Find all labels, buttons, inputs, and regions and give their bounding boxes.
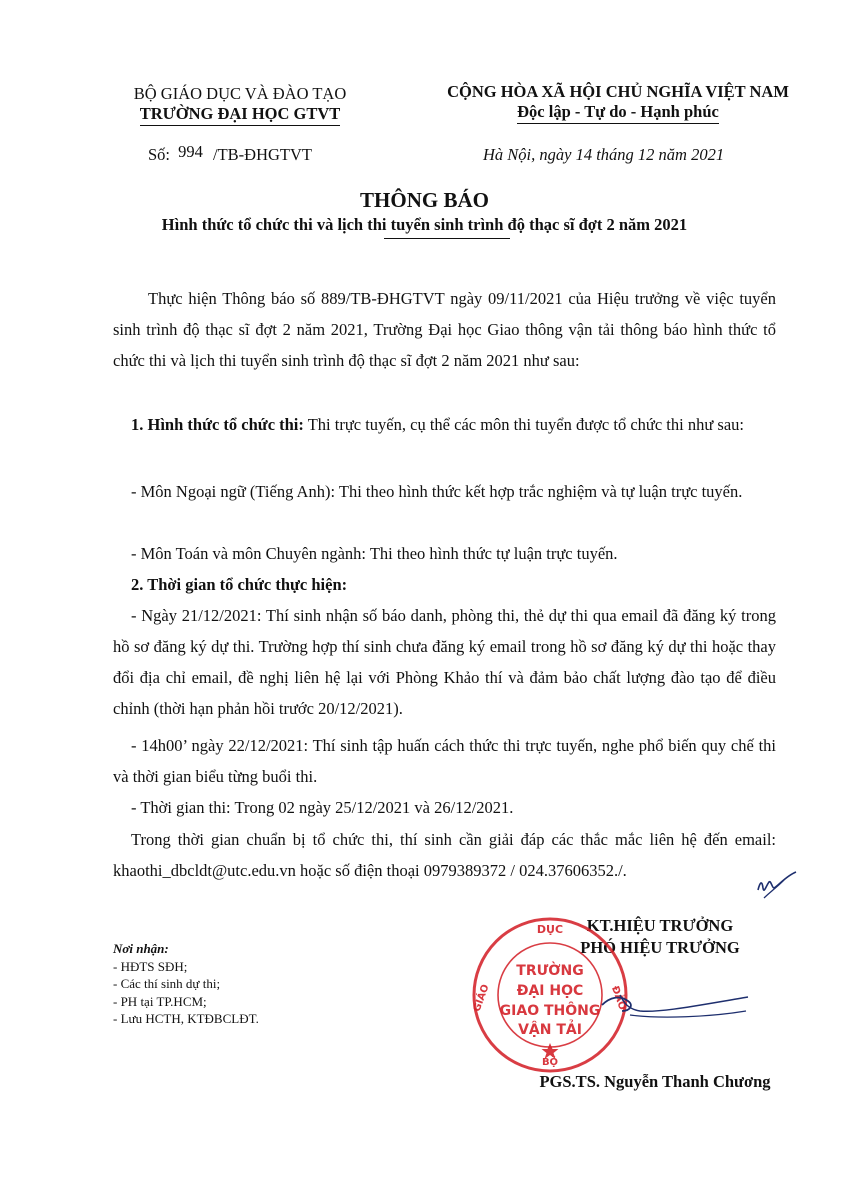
- recipient-item: - Lưu HCTH, KTĐBCLĐT.: [113, 1011, 259, 1026]
- section-1-item-1: - Môn Ngoại ngữ (Tiếng Anh): Thi theo hình thức kết hợp trắc nghiệm và tự luận trực tuyến.: [131, 482, 743, 501]
- section-2-item-1: - Ngày 21/12/2021: Thí sinh nhận số báo danh, phòng thi, thẻ dự thi qua email đã đăng ký trong hồ sơ đăng ký dự thi. Trường hợp thí sinh chưa đăng ký email trong hồ sơ đăng ký dự thi hoặc thay đổi địa chỉ email, đề nghị liên hệ lại với Phòng Khảo thí và đảm bảo chất lượng đào tạo để điều chỉnh (thời hạn phản hồi trước 20/12/2021).: [113, 606, 776, 718]
- national-heading: [418, 82, 818, 124]
- recipient-item: - PH tại TP.HCM;: [113, 993, 207, 1009]
- seal-line-3: GIAO THÔNG: [499, 1003, 601, 1019]
- document-title: THÔNG BÁO: [360, 188, 489, 212]
- recipient-item: - HĐTS SĐH;: [113, 958, 188, 974]
- seal-line-1: TRƯỜNG: [516, 963, 584, 979]
- subtitle-underline: [384, 238, 510, 239]
- section-2-item-3: - Thời gian thi: Trong 02 ngày 25/12/2021 và 26/12/2021.: [131, 798, 514, 817]
- place-date: Hà Nội, ngày 14 tháng 12 năm 2021: [483, 145, 725, 164]
- seal-ring-top: DỤC: [536, 923, 564, 936]
- national-motto: Độc lập - Tự do - Hạnh phúc: [517, 102, 719, 124]
- ministry-name: BỘ GIÁO DỤC VÀ ĐÀO TẠO: [133, 84, 347, 103]
- section-1: [113, 409, 776, 440]
- handwritten-signature: [600, 975, 750, 1055]
- issuer-block: [90, 84, 390, 126]
- seal-ring-left: GIÁO: [471, 983, 492, 1014]
- section-1-item-2: - Môn Toán và môn Chuyên ngành: Thi theo hình thức tự luận trực tuyến.: [131, 544, 618, 563]
- section-2-heading: 2. Thời gian tổ chức thực hiện:: [131, 575, 348, 594]
- recipients-heading: Nơi nhận:: [113, 941, 169, 956]
- section-1-heading: 1. Hình thức tổ chức thi:: [131, 415, 304, 434]
- recipient-item: - Các thí sinh dự thi;: [113, 976, 221, 991]
- signature-line-1: KT.HIỆU TRƯỞNG: [586, 916, 734, 935]
- section-2-item-2: - 14h00’ ngày 22/12/2021: Thí sinh tập huấn cách thức thi trực tuyến, nghe phổ biến quy chế thi và thời gian biểu từng buổi thi.: [113, 736, 776, 786]
- closing-paragraph: Trong thời gian chuẩn bị tổ chức thi, thí sinh cần giải đáp các thắc mắc liên hệ đến email: khaothi_dbcldt@utc.edu.vn hoặc số điện thoại 0979389372 / 024.37606352./.: [113, 830, 776, 880]
- seal-ring-bottom: BỘ: [541, 1057, 559, 1068]
- university-name: TRƯỜNG ĐẠI HỌC GTVT: [140, 104, 341, 126]
- seal-line-2: ĐẠI HỌC: [516, 983, 584, 999]
- seal-ring-right: ĐÀO: [608, 984, 628, 1012]
- document-subtitle: Hình thức tổ chức thi và lịch thi tuyển sinh trình độ thạc sĩ đợt 2 năm 2021: [161, 215, 688, 234]
- signature-line-2: PHÓ HIỆU TRƯỞNG: [580, 938, 740, 957]
- signer-name: PGS.TS. Nguyễn Thanh Chương: [539, 1072, 771, 1091]
- section-1-text: Thi trực tuyến, cụ thể các môn thi tuyển được tổ chức thi như sau:: [303, 415, 744, 434]
- intro-paragraph: Thực hiện Thông báo số 889/TB-ĐHGTVT ngày 09/11/2021 của Hiệu trưởng về việc tuyển sinh trình độ thạc sĩ đợt 2 năm 2021, Trường Đại học Giao thông vận tải thông báo hình thức tổ chức thi và lịch thi tuyển sinh trình độ thạc sĩ đợt 2 năm 2021 như sau:: [113, 289, 776, 370]
- initials-mark: [750, 868, 800, 902]
- document-number-value: 994: [178, 142, 203, 161]
- country-name: CỘNG HÒA XÃ HỘI CHỦ NGHĨA VIỆT NAM: [447, 82, 789, 101]
- document-number: Số: 994 /TB-ĐHGTVT: [148, 142, 312, 164]
- recipients-list: [113, 940, 259, 1028]
- seal-line-4: VẬN TẢI: [518, 1022, 582, 1038]
